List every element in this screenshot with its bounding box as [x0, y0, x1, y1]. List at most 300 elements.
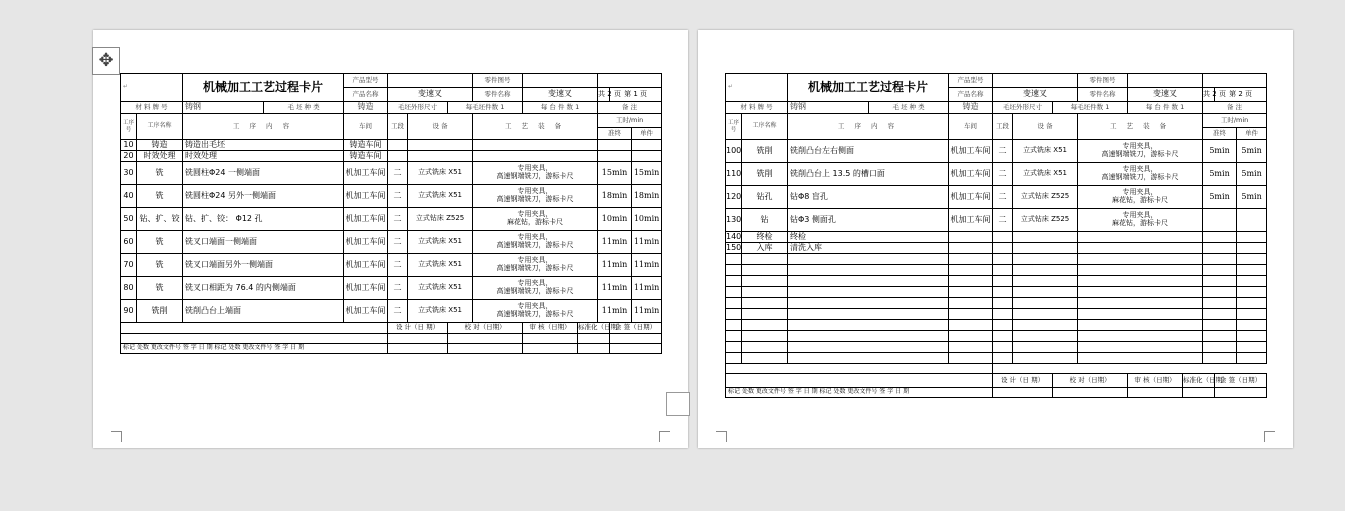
empty-cell[interactable] [993, 254, 1013, 265]
prep-time-cell[interactable]: 15min [598, 162, 632, 185]
step-no-cell[interactable]: 10 [121, 140, 137, 151]
tooling-cell[interactable] [473, 162, 598, 185]
empty-cell[interactable] [726, 331, 742, 342]
empty-cell[interactable] [1203, 265, 1237, 276]
empty-cell[interactable] [788, 254, 949, 265]
section-cell[interactable]: 二 [388, 300, 408, 323]
empty-cell[interactable] [1237, 287, 1267, 298]
empty-cell[interactable] [1078, 287, 1203, 298]
empty-cell[interactable] [1237, 320, 1267, 331]
empty-cell[interactable] [788, 265, 949, 276]
section-cell[interactable]: 二 [388, 185, 408, 208]
workshop-cell[interactable]: 机加工车间 [344, 162, 388, 185]
unit-time-cell[interactable]: 11min [632, 254, 662, 277]
prep-time-cell[interactable]: 11min [598, 254, 632, 277]
tooling-cell[interactable] [473, 300, 598, 323]
empty-cell[interactable] [788, 353, 949, 364]
step-content-cell[interactable]: 铣削凸台上 13.5 的槽口面 [788, 163, 949, 186]
step-name-cell[interactable]: 铸造 [137, 140, 183, 151]
empty-cell[interactable] [788, 331, 949, 342]
empty-cell[interactable] [949, 276, 993, 287]
empty-cell[interactable] [1203, 254, 1237, 265]
standard-label: 标准化（日期） [1183, 374, 1215, 388]
empty-cell[interactable] [788, 298, 949, 309]
step-no-cell[interactable]: 80 [121, 277, 137, 300]
part-drawing-value[interactable] [1128, 74, 1203, 88]
section-cell[interactable] [993, 243, 1013, 254]
equipment-cell[interactable] [1013, 243, 1078, 254]
product-name-label: 产品名称 [949, 88, 993, 102]
empty-cell[interactable] [726, 265, 742, 276]
empty-cell[interactable] [1013, 331, 1078, 342]
empty-cell[interactable] [742, 298, 788, 309]
workshop-cell[interactable]: 铸造车间 [344, 140, 388, 151]
empty-cell[interactable] [1237, 309, 1267, 320]
unit-time-cell[interactable]: 11min [632, 277, 662, 300]
step-content-cell[interactable]: 钻Φ3 侧面孔 [788, 209, 949, 232]
section-cell[interactable]: 二 [993, 140, 1013, 163]
empty-cell[interactable] [726, 298, 742, 309]
step-name-cell[interactable]: 铣 [137, 231, 183, 254]
tooling-cell[interactable] [473, 254, 598, 277]
step-content-cell[interactable]: 铣叉口端面一侧端面 [183, 231, 344, 254]
step-no-cell[interactable]: 60 [121, 231, 137, 254]
empty-cell[interactable] [993, 276, 1013, 287]
step-name-cell[interactable]: 时效处理 [137, 151, 183, 162]
step-content-cell[interactable]: 清洗入库 [788, 243, 949, 254]
empty-cell[interactable] [788, 276, 949, 287]
audit-label: 审 核（日期） [523, 323, 578, 334]
workshop-cell[interactable]: 机加工车间 [344, 185, 388, 208]
workshop-cell[interactable]: 机加工车间 [949, 209, 993, 232]
col-step-name: 工序名称 [137, 114, 183, 140]
product-model-label: 产品型号 [949, 74, 993, 88]
step-no-cell[interactable]: 40 [121, 185, 137, 208]
step-no-cell[interactable]: 70 [121, 254, 137, 277]
empty-cell[interactable] [1013, 342, 1078, 353]
step-content-cell[interactable]: 铸造出毛坯 [183, 140, 344, 151]
step-name-cell[interactable]: 铣 [137, 277, 183, 300]
step-name-cell[interactable]: 钻 [742, 209, 788, 232]
design-label: 设 计（日 期） [388, 323, 448, 334]
section-cell[interactable]: 二 [388, 208, 408, 231]
workshop-cell[interactable] [949, 243, 993, 254]
tooling-tools: 麻花钻，游标卡尺 [1112, 219, 1169, 227]
step-name-cell[interactable]: 铣削 [742, 163, 788, 186]
product-name-value[interactable]: 变速叉 [993, 88, 1078, 102]
tooling-cell[interactable] [1078, 163, 1203, 186]
empty-cell[interactable] [1203, 353, 1237, 364]
step-content-cell[interactable]: 时效处理 [183, 151, 344, 162]
empty-cell[interactable] [1013, 276, 1078, 287]
per-unit-label: 每 台 件 数 1 [523, 102, 598, 114]
step-name-cell[interactable]: 铣 [137, 162, 183, 185]
empty-cell[interactable] [1237, 353, 1267, 364]
prep-time-cell[interactable]: 11min [598, 277, 632, 300]
equipment-cell[interactable]: 立式铣床 X51 [408, 254, 473, 277]
empty-cell[interactable] [993, 298, 1013, 309]
tooling-cell[interactable] [473, 277, 598, 300]
section-cell[interactable] [993, 232, 1013, 243]
workshop-cell[interactable]: 机加工车间 [344, 208, 388, 231]
tooling-cell[interactable] [473, 185, 598, 208]
workshop-cell[interactable]: 机加工车间 [344, 231, 388, 254]
empty-cell[interactable] [1013, 298, 1078, 309]
unit-time-cell[interactable]: 5min [1237, 186, 1267, 209]
empty-cell[interactable] [1078, 298, 1203, 309]
empty-cell[interactable] [788, 320, 949, 331]
empty-cell[interactable] [1203, 320, 1237, 331]
step-no-cell[interactable]: 150 [726, 242, 742, 252]
empty-cell[interactable] [788, 342, 949, 353]
table-row [121, 254, 662, 277]
step-content-cell[interactable]: 铣削凸台左右侧面 [788, 140, 949, 163]
empty-cell[interactable] [742, 254, 788, 265]
table-row [121, 208, 662, 231]
empty-cell[interactable] [742, 342, 788, 353]
process-rows-page-1 [121, 140, 662, 323]
workshop-cell[interactable]: 机加工车间 [949, 163, 993, 186]
empty-cell[interactable] [993, 320, 1013, 331]
empty-cell[interactable] [742, 265, 788, 276]
section-cell[interactable]: 二 [388, 277, 408, 300]
tooling-fixture: 专用夹具， [517, 279, 553, 288]
empty-cell[interactable] [949, 254, 993, 265]
audit-label: 审 核（日期） [1128, 374, 1183, 388]
document-page-2 [698, 30, 1293, 448]
empty-cell[interactable] [1203, 287, 1237, 298]
empty-cell[interactable] [1203, 276, 1237, 287]
unit-time-cell[interactable]: 18min [632, 185, 662, 208]
workshop-cell[interactable] [949, 232, 993, 243]
empty-cell[interactable] [993, 353, 1013, 364]
empty-cell[interactable] [726, 254, 742, 265]
col-content: 工 序 内 容 [183, 114, 344, 140]
col-equipment: 设 备 [1013, 114, 1078, 140]
col-prep-end: 准终 [1203, 128, 1237, 140]
tooling-tools: 麻花钻，游标卡尺 [507, 218, 564, 226]
empty-cell[interactable] [1237, 265, 1267, 276]
tooling-cell[interactable] [1078, 209, 1203, 232]
col-step-no: 工序号 [121, 114, 137, 140]
col-section: 工段 [388, 114, 408, 140]
product-name-value[interactable]: 变速叉 [388, 88, 473, 102]
empty-cell[interactable] [742, 309, 788, 320]
prep-time-cell[interactable]: 11min [598, 300, 632, 323]
equipment-cell[interactable]: 立式钻床 Z525 [408, 208, 473, 231]
prep-time-cell[interactable] [1203, 209, 1237, 232]
empty-cell[interactable] [726, 342, 742, 353]
tooling-fixture: 专用夹具， [517, 256, 553, 265]
empty-cell[interactable] [1078, 320, 1203, 331]
unit-time-cell[interactable]: 10min [632, 208, 662, 231]
empty-cell[interactable] [1078, 353, 1203, 364]
prep-time-cell[interactable]: 10min [598, 208, 632, 231]
unit-time-cell[interactable] [1237, 232, 1267, 243]
empty-cell[interactable] [1203, 309, 1237, 320]
empty-cell[interactable] [1203, 342, 1237, 353]
step-no-cell[interactable]: 130 [726, 209, 742, 232]
empty-cell[interactable] [949, 342, 993, 353]
review-label: 校 对（日期） [448, 323, 523, 334]
workshop-cell[interactable]: 机加工车间 [344, 254, 388, 277]
section-cell[interactable]: 二 [993, 163, 1013, 186]
workshop-cell[interactable]: 机加工车间 [344, 277, 388, 300]
tooling-fixture: 专用夹具， [1122, 142, 1158, 151]
blank-type-value[interactable]: 铸造 [344, 102, 388, 114]
step-name-cell[interactable]: 终检 [742, 232, 788, 243]
empty-cell[interactable] [1237, 298, 1267, 309]
step-name-cell[interactable]: 铣削 [137, 300, 183, 323]
tooling-fixture: 专用夹具， [1122, 165, 1158, 174]
workshop-cell[interactable]: 机加工车间 [949, 186, 993, 209]
empty-cell[interactable] [726, 287, 742, 298]
step-content-cell[interactable]: 铣叉口相距为 76.4 的内侧端面 [183, 277, 344, 300]
step-name-cell[interactable]: 钻、扩、铰 [137, 208, 183, 231]
section-cell[interactable]: 二 [993, 209, 1013, 232]
empty-cell[interactable] [993, 342, 1013, 353]
prep-time-cell[interactable] [598, 140, 632, 151]
prep-time-cell[interactable]: 5min [1203, 140, 1237, 163]
tooling-cell[interactable] [1078, 243, 1203, 254]
crop-mark [1264, 431, 1275, 442]
step-content-cell[interactable]: 铣圆柱Φ24 一侧端面 [183, 162, 344, 185]
workshop-cell[interactable]: 铸造车间 [344, 151, 388, 162]
workshop-cell[interactable]: 机加工车间 [344, 300, 388, 323]
unit-time-cell[interactable] [632, 151, 662, 162]
crop-mark [109, 26, 119, 36]
table-row [726, 186, 1267, 209]
unit-time-cell[interactable]: 11min [632, 300, 662, 323]
empty-cell[interactable] [788, 287, 949, 298]
empty-cell[interactable] [742, 353, 788, 364]
tooling-fixture: 专用夹具， [517, 233, 553, 242]
empty-cell[interactable] [1237, 342, 1267, 353]
equipment-cell[interactable]: 立式钻床 Z525 [1013, 209, 1078, 232]
unit-time-cell[interactable]: 5min [1237, 140, 1267, 163]
empty-cell[interactable] [949, 309, 993, 320]
section-cell[interactable] [388, 140, 408, 151]
empty-cell[interactable] [1078, 276, 1203, 287]
empty-cell[interactable] [1078, 342, 1203, 353]
remarks-label: 备 注 [598, 102, 662, 114]
equipment-cell[interactable] [408, 140, 473, 151]
empty-cell[interactable] [949, 265, 993, 276]
section-cell[interactable]: 二 [993, 186, 1013, 209]
empty-cell[interactable] [726, 320, 742, 331]
unit-time-cell[interactable] [1237, 209, 1267, 232]
col-prep-end: 准终 [598, 128, 632, 140]
card-title: 机械加工工艺过程卡片 [183, 74, 344, 102]
col-tooling: 工 艺 装 备 [473, 114, 598, 140]
blank-type-label: 毛 坯 种 类 [869, 102, 949, 114]
part-drawing-label: 零件图号 [1078, 74, 1128, 88]
empty-cell[interactable] [1237, 331, 1267, 342]
product-model-value[interactable] [388, 74, 473, 88]
prep-time-cell[interactable]: 18min [598, 185, 632, 208]
prep-time-cell[interactable]: 5min [1203, 186, 1237, 209]
empty-cell[interactable] [1078, 331, 1203, 342]
tooling-fixture: 专用夹具， [517, 187, 553, 196]
prep-time-cell[interactable]: 11min [598, 231, 632, 254]
empty-cell[interactable] [1013, 287, 1078, 298]
tooling-cell[interactable] [473, 231, 598, 254]
table-row [726, 140, 1267, 163]
empty-cell[interactable] [949, 320, 993, 331]
step-no-cell[interactable]: 90 [121, 300, 137, 323]
tooling-cell[interactable] [473, 208, 598, 231]
tooling-fixture: 专用夹具， [1122, 188, 1158, 197]
tooling-tools: 麻花钻，游标卡尺 [1112, 196, 1169, 204]
empty-cell[interactable] [1078, 254, 1203, 265]
empty-cell[interactable] [993, 265, 1013, 276]
empty-cell[interactable] [1237, 254, 1267, 265]
col-hours: 工时/min [1203, 114, 1267, 128]
card-title: 机械加工工艺过程卡片 [788, 74, 949, 102]
tooling-tools: 高速钢端铣刀，游标卡尺 [496, 287, 574, 295]
step-content-cell[interactable]: 铣削凸台上端面 [183, 300, 344, 323]
empty-cell[interactable] [993, 287, 1013, 298]
section-cell[interactable]: 二 [388, 162, 408, 185]
step-no-cell[interactable]: 20 [121, 151, 137, 162]
section-cell[interactable] [388, 151, 408, 162]
part-name-value[interactable]: 变速叉 [523, 88, 598, 102]
equipment-cell[interactable]: 立式铣床 X51 [408, 300, 473, 323]
empty-cell[interactable] [742, 287, 788, 298]
step-no-cell[interactable]: 140 [726, 231, 742, 241]
empty-row [726, 298, 1267, 309]
empty-cell[interactable] [993, 309, 1013, 320]
prep-time-cell[interactable] [598, 151, 632, 162]
equipment-cell[interactable]: 立式铣床 X51 [408, 162, 473, 185]
equipment-cell[interactable]: 立式铣床 X51 [408, 277, 473, 300]
workshop-cell[interactable]: 机加工车间 [949, 140, 993, 163]
product-model-value[interactable] [993, 74, 1078, 88]
empty-row [726, 287, 1267, 298]
equipment-cell[interactable]: 立式铣床 X51 [408, 185, 473, 208]
part-name-value[interactable]: 变速叉 [1128, 88, 1203, 102]
col-section: 工段 [993, 114, 1013, 140]
material-value[interactable]: 铸钢 [788, 102, 869, 114]
step-content-cell[interactable]: 钻、扩、铰： Φ12 孔 [183, 208, 344, 231]
step-name-cell[interactable]: 入库 [742, 243, 788, 254]
empty-cell[interactable] [788, 309, 949, 320]
blank-type-value[interactable]: 铸造 [949, 102, 993, 114]
crop-mark [716, 431, 727, 442]
step-name-cell[interactable]: 铣削 [742, 140, 788, 163]
empty-row [726, 309, 1267, 320]
empty-cell[interactable] [726, 309, 742, 320]
tooling-cell[interactable] [473, 151, 598, 162]
table-row [726, 163, 1267, 186]
material-label: 材 料 牌 号 [726, 102, 788, 114]
step-content-cell[interactable]: 铣圆柱Φ24 另外一侧端面 [183, 185, 344, 208]
empty-cell[interactable] [1013, 254, 1078, 265]
empty-row [726, 320, 1267, 331]
material-label: 材 料 牌 号 [121, 102, 183, 114]
empty-cell[interactable] [742, 320, 788, 331]
prep-time-cell[interactable] [1203, 232, 1237, 243]
part-drawing-value[interactable] [523, 74, 598, 88]
step-no-cell[interactable]: 100 [726, 140, 742, 163]
empty-cell[interactable] [726, 276, 742, 287]
equipment-cell[interactable]: 立式铣床 X51 [1013, 163, 1078, 186]
table-row [121, 140, 662, 151]
empty-cell[interactable] [1013, 309, 1078, 320]
empty-cell[interactable] [1078, 265, 1203, 276]
tooling-cell[interactable] [1078, 140, 1203, 163]
step-no-cell[interactable]: 30 [121, 162, 137, 185]
product-model-label: 产品型号 [344, 74, 388, 88]
blank-size-label: 毛坯外形尺寸 [388, 102, 448, 114]
empty-cell[interactable] [949, 331, 993, 342]
empty-cell[interactable] [1237, 276, 1267, 287]
empty-cell[interactable] [742, 276, 788, 287]
section-cell[interactable]: 二 [388, 231, 408, 254]
total-pages: 共 2 页 [598, 88, 610, 102]
empty-cell[interactable] [949, 298, 993, 309]
empty-cell[interactable] [1203, 331, 1237, 342]
step-content-cell[interactable]: 终检 [788, 232, 949, 243]
empty-cell[interactable] [1013, 265, 1078, 276]
unit-time-cell[interactable] [632, 140, 662, 151]
unit-time-cell[interactable]: 5min [1237, 163, 1267, 186]
empty-cell[interactable] [726, 353, 742, 364]
empty-cell[interactable] [742, 331, 788, 342]
unit-time-cell[interactable]: 11min [632, 231, 662, 254]
empty-cell[interactable] [993, 331, 1013, 342]
step-name-cell[interactable]: 铣 [137, 254, 183, 277]
tooling-cell[interactable] [473, 140, 598, 151]
step-no-cell[interactable]: 50 [121, 208, 137, 231]
step-no-cell[interactable]: 110 [726, 163, 742, 186]
table-resize-handle[interactable] [666, 392, 690, 416]
prep-time-cell[interactable] [1203, 243, 1237, 254]
unit-time-cell[interactable]: 15min [632, 162, 662, 185]
paragraph-mark: ↵ [121, 74, 183, 102]
move-icon[interactable]: ✥ [92, 47, 120, 75]
tooling-cell[interactable] [1078, 232, 1203, 243]
tooling-cell[interactable] [1078, 186, 1203, 209]
col-workshop: 车间 [949, 114, 993, 140]
review-label: 校 对（日期） [1053, 374, 1128, 388]
empty-cell[interactable] [949, 353, 993, 364]
empty-cell[interactable] [1013, 320, 1078, 331]
step-no-cell[interactable]: 120 [726, 186, 742, 209]
equipment-cell[interactable]: 立式铣床 X51 [1013, 140, 1078, 163]
section-cell[interactable]: 二 [388, 254, 408, 277]
equipment-cell[interactable] [408, 151, 473, 162]
unit-time-cell[interactable] [1237, 243, 1267, 254]
material-value[interactable]: 铸钢 [183, 102, 264, 114]
prep-time-cell[interactable]: 5min [1203, 163, 1237, 186]
empty-cell[interactable] [949, 287, 993, 298]
step-content-cell[interactable]: 钻Φ8 盲孔 [788, 186, 949, 209]
table-row [121, 185, 662, 208]
sheet-number: 第 2 页 [1215, 88, 1267, 102]
equipment-cell[interactable]: 立式铣床 X51 [408, 231, 473, 254]
step-name-cell[interactable]: 钻孔 [742, 186, 788, 209]
empty-cell[interactable] [1013, 353, 1078, 364]
empty-cell[interactable] [1203, 298, 1237, 309]
equipment-cell[interactable]: 立式钻床 Z525 [1013, 186, 1078, 209]
empty-cell[interactable] [1078, 309, 1203, 320]
step-name-cell[interactable]: 铣 [137, 185, 183, 208]
step-content-cell[interactable]: 铣叉口端面另外一侧端面 [183, 254, 344, 277]
equipment-cell[interactable] [1013, 232, 1078, 243]
document-page-1 [93, 30, 688, 448]
process-card-table-2 [725, 73, 1267, 398]
